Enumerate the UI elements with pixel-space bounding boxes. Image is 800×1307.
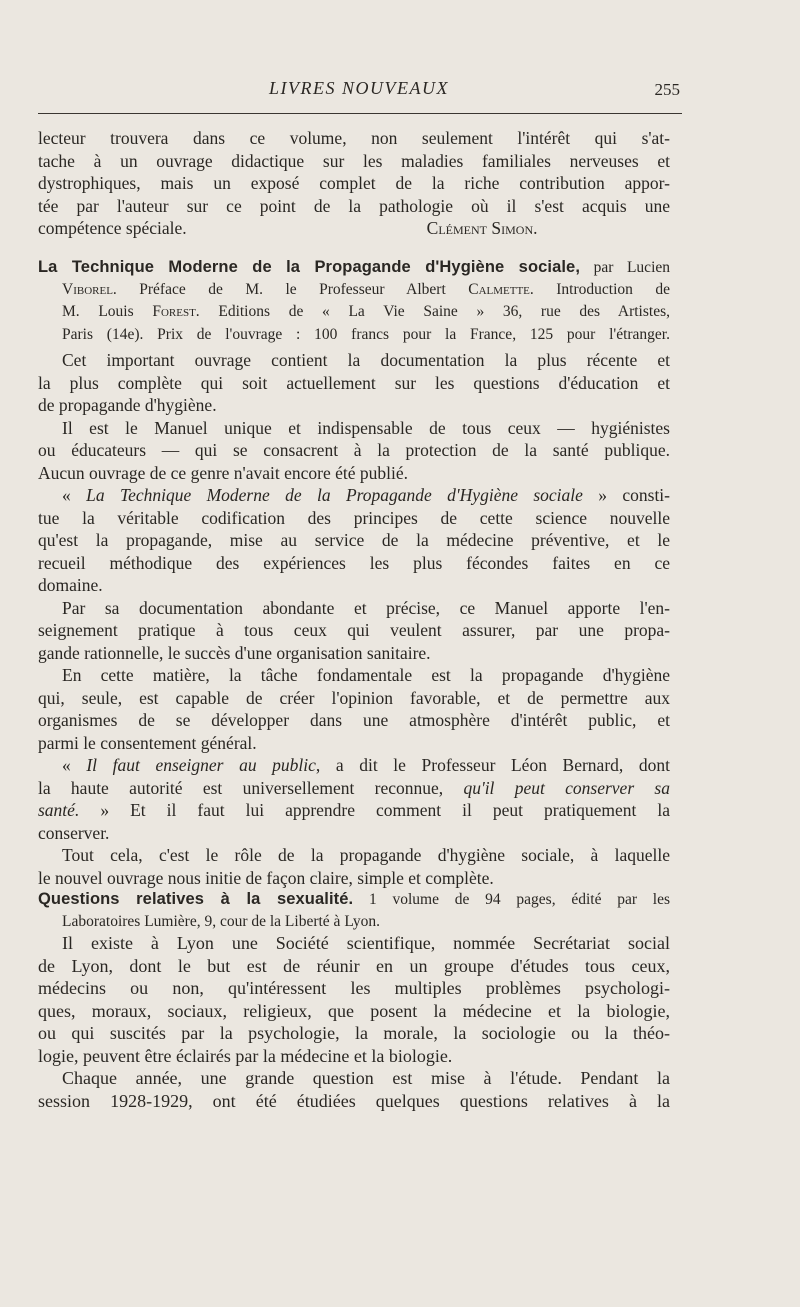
reviewer-signature: Clément Simon. [426,218,538,238]
text-line: le nouvel ouvrage nous initie de façon claire, simple et complète. [38,867,494,888]
text-line: Tout cela, c'est le rôle de la propagande d'hygiène sociale, à laquelle [62,845,670,865]
text-line: Par sa documentation abondante et précise, ce Manuel apporte l'en- [62,597,670,618]
text-span: « [62,485,87,505]
reference-line: Paris (14e). Prix de l'ouvrage : 100 francs pour la France, 125 pour l'étranger. [62,325,670,343]
book-title-heading: La Technique Moderne de la Propagande d'Hygiène sociale, [38,258,581,276]
text-line: recueil méthodique des expériences les plus fécondes faites en ce [38,552,670,573]
text-line: Il est le Manuel unique et indispensable de tous ceux — hygiénistes [62,417,670,438]
text-line: gande rationnelle, le succès d'une organisation sanitaire. [38,642,431,663]
text-line: Chaque année, une grande question est mise à l'étude. Pendant la [62,1068,670,1088]
page-header [38,78,680,104]
reference-line [38,301,670,324]
text-line: dystrophiques, mais un exposé complet de la riche contribution appor- [38,173,670,193]
text-line [38,799,670,822]
introduction-author-name: Forest [152,303,196,320]
text-line: qu'est la propagande, mise au service de la médecine préventive, et le [38,530,670,550]
text-span: » Et il faut lui apprendre comment il peut pratiquement la [79,800,670,820]
header-rule [38,113,682,114]
review-heading-line [38,888,670,911]
review-body-sexualite [38,932,670,1112]
review-reference-sexualite [38,888,670,933]
text-line: Il existe à Lyon une Société scientifique, nommée Secrétariat social [62,933,670,953]
reference-text: par Lucien [580,259,670,276]
text-line: tache à un ouvrage didactique sur les maladies familiales nerveuses et [38,150,670,171]
reference-text: . Préface de M. le Professeur Albert [112,280,469,298]
running-title: LIVRES NOUVEAUX [269,78,449,98]
preface-author-name: Calmette [468,280,530,298]
review-body-propagande [38,349,670,889]
italic-quote: Il faut enseigner au public [86,755,316,775]
reference-text: . Introduction de [529,280,670,298]
text-line: lecteur trouvera dans ce volume, non seulement l'intérêt qui s'at- [38,128,670,148]
italic-quote: qu'il peut conserver sa [463,777,670,798]
text-line: tée par l'auteur sur ce point de la pathologie où il s'est acquis une [38,195,670,216]
text-line [38,777,670,800]
review-heading-line [38,256,670,279]
previous-review-ending [38,127,670,240]
text-line: qui, seule, est capable de créer l'opinion favorable, et de permettre aux [38,687,670,708]
text-line [38,217,670,240]
text-line: médecins ou non, qu'intéressent les multiples problèmes psychologi- [38,978,670,998]
text-line: seignement pratique à tous ceux qui veulent assurer, par une propa- [38,620,670,640]
text-line: tue la véritable codification des principes de cette science nouvelle [38,507,670,528]
reference-text: 1 volume de 94 pages, édité par les [353,891,670,908]
text-line: organismes de se développer dans une atmosphère d'intérêt public, et [38,710,670,730]
text-line: ques, moraux, sociaux, religieux, que posent la médecine et la biologie, [38,1000,670,1021]
text-line [38,754,670,777]
reference-text: . Editions de « La Vie Saine » 36, rue des Artistes, [195,303,670,320]
text-line: session 1928-1929, ont été étudiées quelques questions relatives à la [38,1090,670,1111]
text-line: parmi le consentement général. [38,732,257,753]
text-line: ou éducateurs — qui se consacrent à la protection de la santé publique. [38,440,670,460]
text-line: logie, peuvent être éclairés par la médecine et la biologie. [38,1045,453,1066]
text-span: « [62,755,87,775]
book-title-heading: Questions relatives à la sexualité. [38,890,354,908]
text-line [38,484,670,507]
text-span: la haute autorité est universellement reconnue, [38,777,464,798]
text-line: Aucun ouvrage de ce genre n'avait encore été publié. [38,462,408,483]
text-span: compétence spéciale. [38,218,187,238]
text-line: En cette matière, la tâche fondamentale est la propagande d'hygiène [62,665,670,685]
text-line: de Lyon, dont le but est de réunir en un groupe d'études tous ceux, [38,955,670,976]
italic-book-title: La Technique Moderne de la Propagande d'Hygiène sociale [86,485,583,505]
text-line: conserver. [38,822,110,843]
text-line: domaine. [38,575,103,595]
page-number: 255 [654,80,680,99]
text-line: Cet important ouvrage contient la documentation la plus récente et [62,350,670,370]
reference-text: M. Louis [62,303,153,320]
italic-quote: santé. [38,800,80,820]
text-line: ou qui suscités par la psychologie, la morale, la sociologie ou la théo- [38,1023,670,1043]
text-line: la plus complète qui soit actuellement sur les questions d'éducation et [38,372,670,393]
text-line: de propagande d'hygiène. [38,395,217,415]
reference-line [38,279,670,302]
author-name: Viborel [62,280,113,298]
text-span: » consti- [582,485,670,505]
reference-line: Laboratoires Lumière, 9, cour de la Liberté à Lyon. [62,912,381,930]
text-span: , a dit le Professeur Léon Bernard, dont [315,755,670,775]
review-reference-propagande [38,256,670,346]
